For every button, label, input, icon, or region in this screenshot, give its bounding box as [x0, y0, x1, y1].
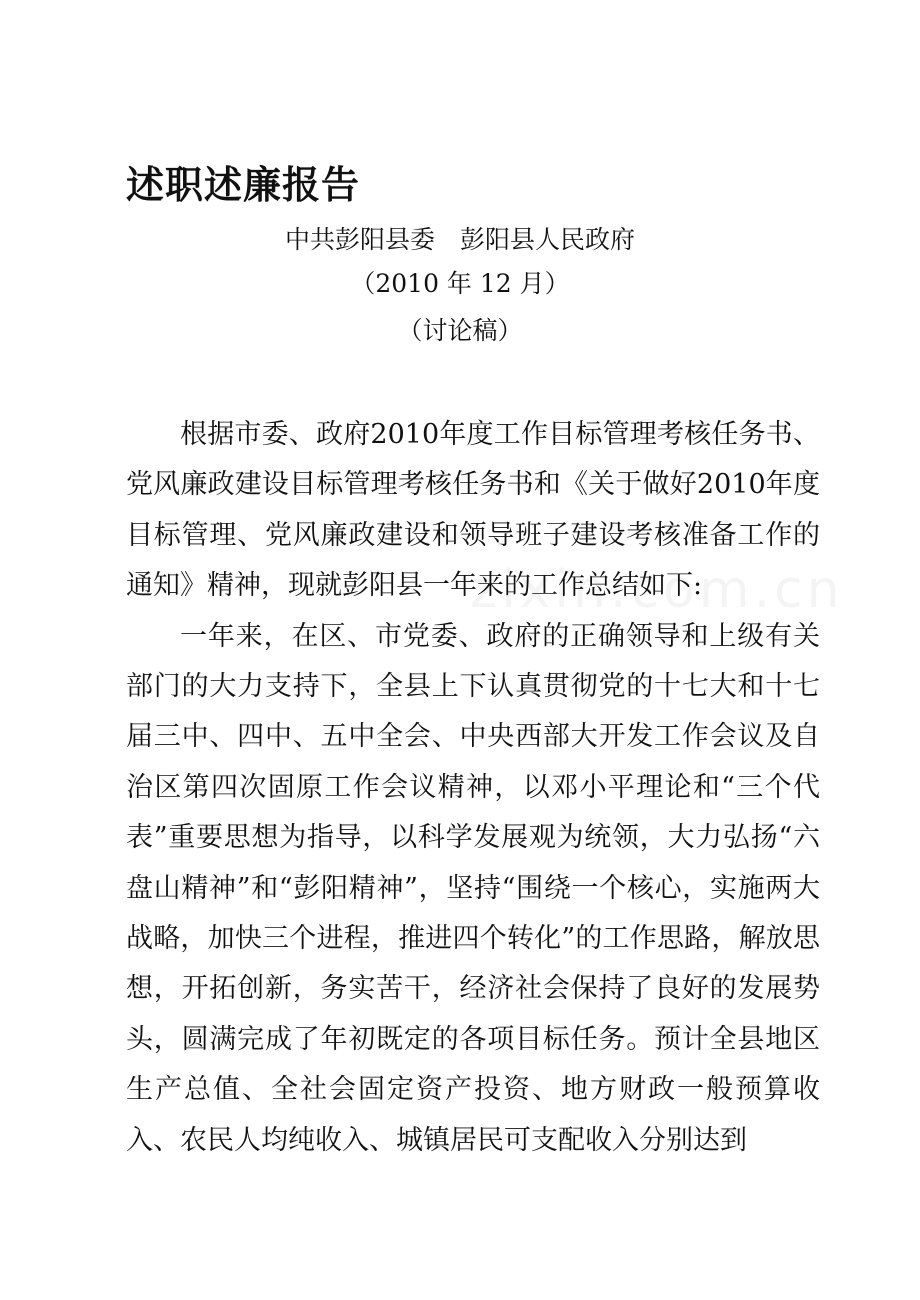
paragraph-summary: 一年来，在区、市党委、政府的正确领导和上级有关部门的大力支持下，全县上下认真贯彻党的十七大和十七届三中、四中、五中全会、中央西部大开发工作会议及自治区第四次固原工作会议精神，以邓小平理论和“三个代表”重要思想为指导，以科学发展观为统领，大力弘扬“六盘山精神”和“彭阳精神”，坚持“围绕一个核心，实施两大战略，加快三个进程，推进四个转化”的工作思路，解放思想，开拓创新，务实苦干，经济社会保持了良好的发展势头，圆满完成了年初既定的各项目标任务。预计全县地区生产总值、全社会固定资产投资、地方财政一般预算收入、农民人均纯收入、城镇居民可支配收入分别达到: [126, 620, 820, 1156]
report-date: （2010 年 12 月）: [350, 269, 570, 298]
report-body: [126, 410, 820, 1166]
page-title: 述职述廉报告: [126, 163, 361, 207]
issuing-organizations: 中共彭阳县委 彭阳县人民政府: [284, 225, 635, 254]
paragraph-intro: 根据市委、政府2010年度工作目标管理考核任务书、党风廉政建设目标管理考核任务书和《关于做好2010年度目标管理、党风廉政建设和领导班子建设考核准备工作的通知》精神，现就彭阳县一年来的工作总结如下:: [126, 419, 820, 602]
draft-status: （讨论稿）: [397, 316, 523, 345]
